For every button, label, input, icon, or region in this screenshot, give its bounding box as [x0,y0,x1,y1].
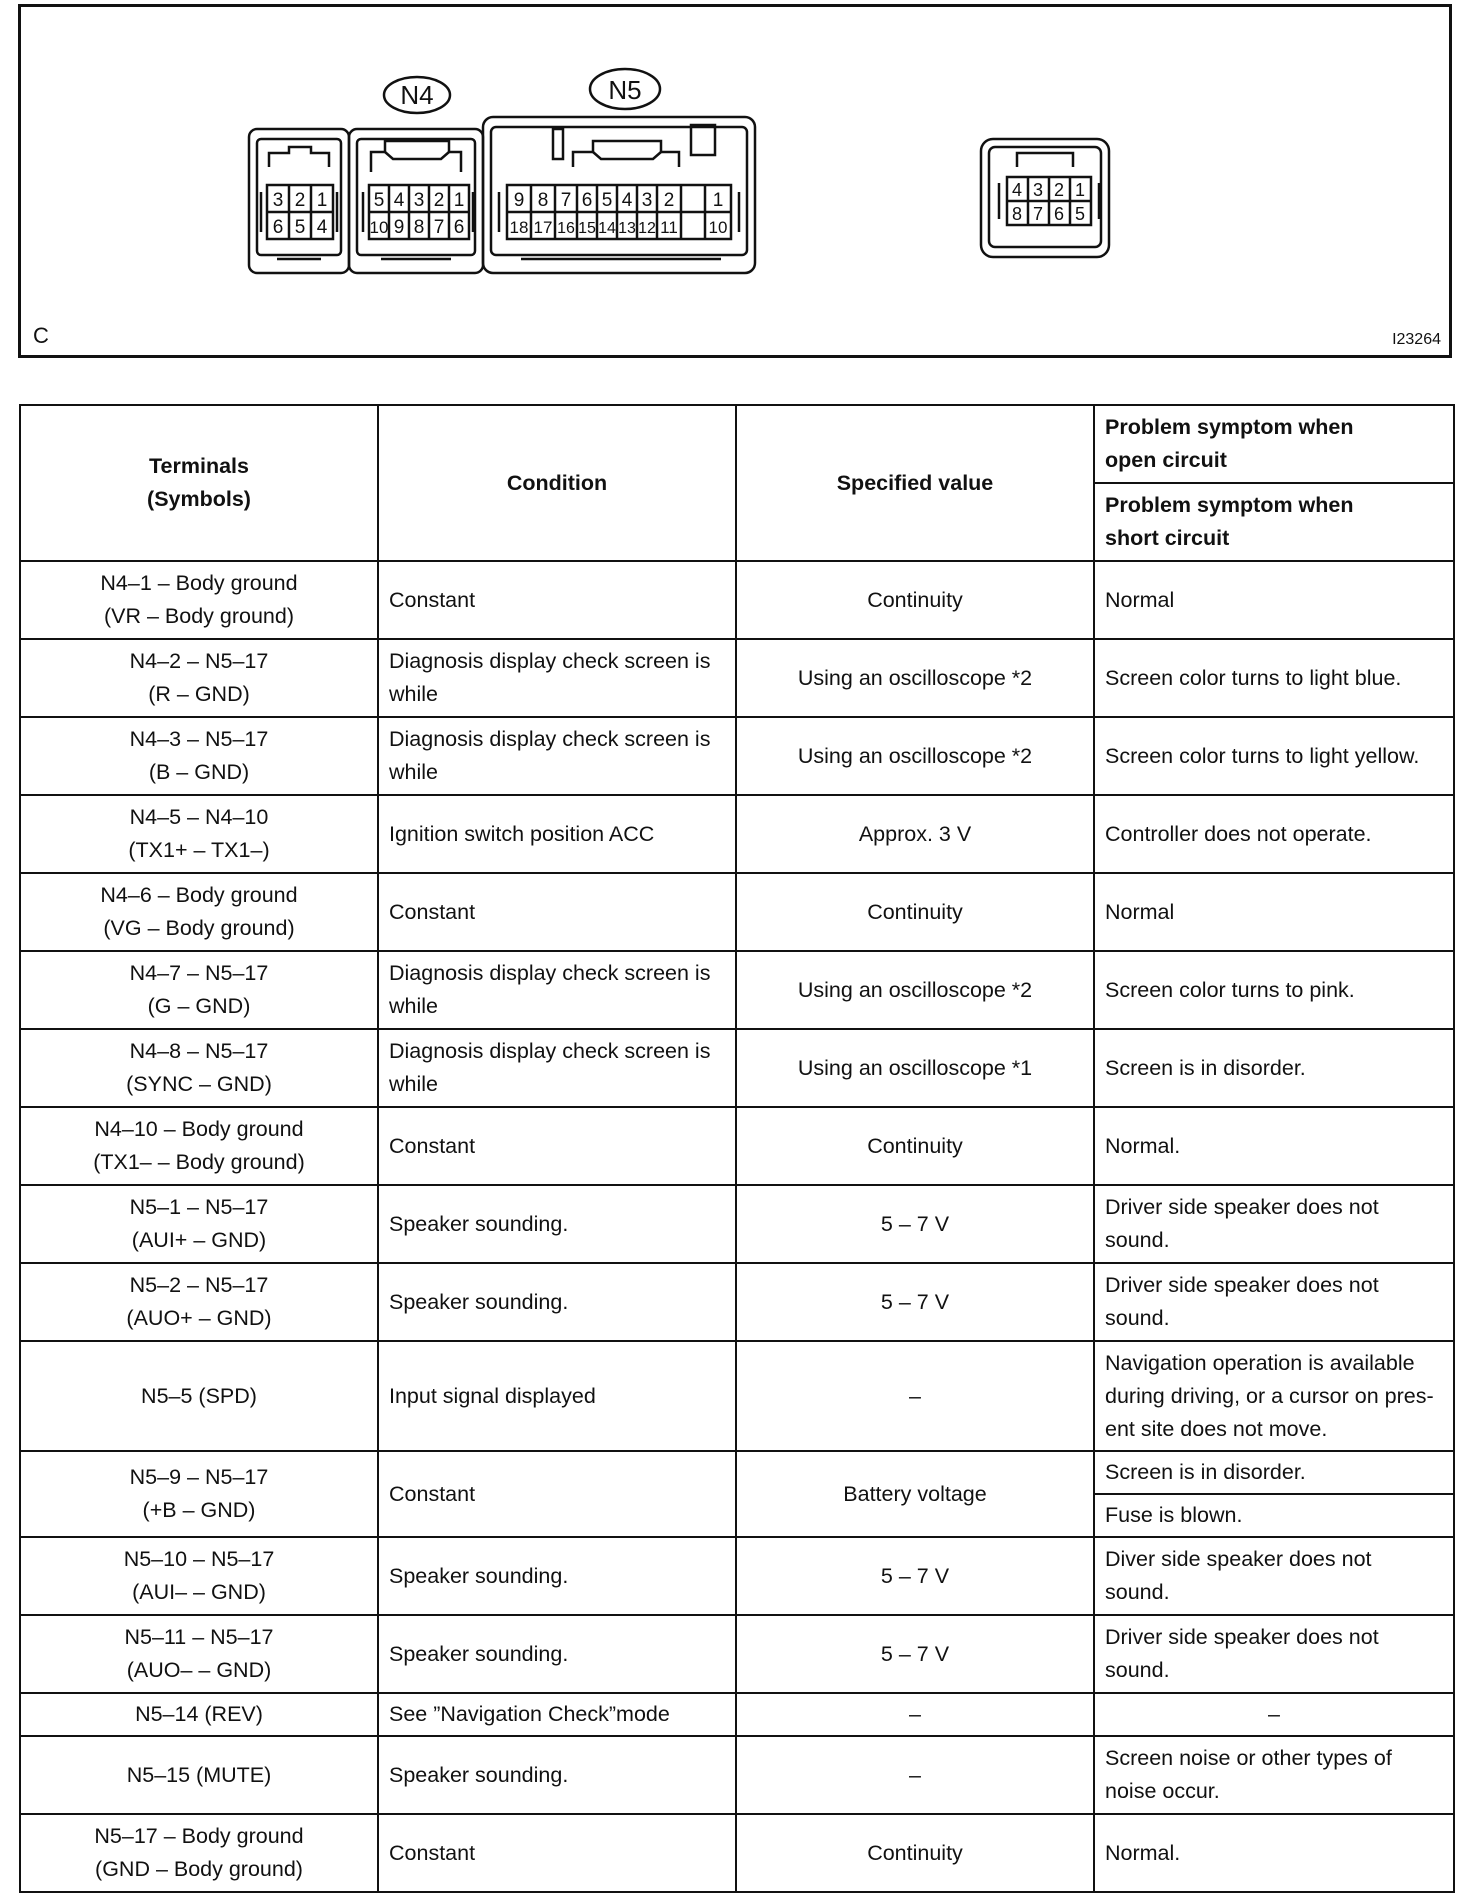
symptom-cell-short: Fuse is blown. [1094,1494,1454,1537]
value-cell: Using an oscilloscope *2 [736,951,1094,1029]
pin-label: 3 [1032,180,1044,200]
symptom-cell-open: Screen is in disorder. [1094,1451,1454,1494]
pin-label: 17 [533,218,553,237]
condition-cell: Speaker sounding. [378,1263,736,1341]
condition-cell: Input signal displayed [378,1341,736,1451]
terminal-cell: N4–2 – N5–17 (R – GND) [20,639,378,717]
condition-cell: Diagnosis display check screen is while [378,951,736,1029]
terminal-cell: N5–9 – N5–17 (+B – GND) [20,1451,378,1537]
symptom-cell: Normal. [1094,1107,1454,1185]
symptom-cell: Normal [1094,873,1454,951]
pin-label: 7 [433,217,445,238]
pin-label: 5 [1074,204,1086,224]
terminal-cell: N4–10 – Body ground (TX1– – Body ground) [20,1107,378,1185]
terminal-cell: N4–7 – N5–17 (G – GND) [20,951,378,1029]
pin-label: 4 [1011,180,1023,200]
table-row [20,1736,1454,1814]
value-cell: Continuity [736,1107,1094,1185]
value-cell: 5 – 7 V [736,1263,1094,1341]
pin-label: 13 [618,220,636,237]
terminal-cell: N4–8 – N5–17 (SYNC – GND) [20,1029,378,1107]
pin-label: 2 [433,190,445,211]
header-terminals: Terminals (Symbols) [20,405,378,561]
pin-label: 10 [369,218,389,237]
pin-label: 6 [1053,204,1065,224]
symptom-cell: Screen color turns to light blue. [1094,639,1454,717]
pin-label: 6 [453,217,465,238]
symptom-cell: Controller does not operate. [1094,795,1454,873]
condition-cell: Constant [378,873,736,951]
value-cell: – [736,1736,1094,1814]
terminal-cell: N5–15 (MUTE) [20,1736,378,1814]
pin-label: 8 [1011,204,1023,224]
pin-label: 2 [294,190,306,211]
pin-label: 9 [393,217,405,238]
connector-8pin [981,139,1109,257]
pin-label: 4 [621,190,633,211]
terminal-cell: N5–14 (REV) [20,1693,378,1736]
value-cell: Battery voltage [736,1451,1094,1537]
pin-label: 12 [638,220,656,237]
pin-label: 2 [1053,180,1065,200]
header-condition: Condition [378,405,736,561]
pin-label: 1 [453,190,465,211]
pin-label: 4 [393,190,405,211]
value-cell: Using an oscilloscope *2 [736,717,1094,795]
pin-label: 5 [373,190,385,211]
condition-cell: Speaker sounding. [378,1537,736,1615]
symptom-cell: Normal. [1094,1814,1454,1892]
pin-label: 2 [663,190,675,211]
pin-label: 1 [316,190,328,211]
n4-label: N4 [400,80,434,110]
value-cell: Continuity [736,873,1094,951]
pin-label: 1 [1074,180,1086,200]
terminal-cell: N4–3 – N5–17 (B – GND) [20,717,378,795]
value-cell: Continuity [736,1814,1094,1892]
condition-cell: Speaker sounding. [378,1185,736,1263]
pin-label: 10 [708,218,728,237]
condition-cell: Ignition switch position ACC [378,795,736,873]
table-row [20,561,1454,639]
pin-label: 3 [641,190,653,211]
symptom-cell: Screen color turns to pink. [1094,951,1454,1029]
symptom-cell: Screen is in disorder. [1094,1029,1454,1107]
terminal-cell: N5–2 – N5–17 (AUO+ – GND) [20,1263,378,1341]
table-row [20,717,1454,795]
header-symptom-open: Problem symptom when open circuit [1094,405,1454,483]
value-cell: Approx. 3 V [736,795,1094,873]
header-row [20,405,1454,483]
table-row [20,1615,1454,1693]
header-symptom-short: Problem symptom when short circuit [1094,483,1454,561]
table-row [20,1451,1454,1494]
value-cell: – [736,1693,1094,1736]
condition-cell: Diagnosis display check screen is while [378,717,736,795]
terminal-cell: N5–5 (SPD) [20,1341,378,1451]
terminal-cell: N4–1 – Body ground (VR – Body ground) [20,561,378,639]
value-cell: Continuity [736,561,1094,639]
table-row [20,1107,1454,1185]
condition-cell: Constant [378,1107,736,1185]
table-row [20,1341,1454,1451]
header-specified-value: Specified value [736,405,1094,561]
table-row [20,1693,1454,1736]
figure-letter: C [33,323,49,348]
terminal-cell: N4–5 – N4–10 (TX1+ – TX1–) [20,795,378,873]
pin-label: 7 [1032,204,1044,224]
pin-label: 7 [560,190,572,211]
value-cell: 5 – 7 V [736,1185,1094,1263]
pin-label: 6 [272,217,284,238]
figure-id: I23264 [1392,331,1441,348]
condition-cell: Speaker sounding. [378,1736,736,1814]
value-cell: Using an oscilloscope *2 [736,639,1094,717]
symptom-cell: Screen color turns to light yellow. [1094,717,1454,795]
symptom-cell: Screen noise or other types of noise occur. [1094,1736,1454,1814]
table-row [20,1185,1454,1263]
pin-label: 18 [509,218,529,237]
connector-drawing [21,7,1449,355]
pin-label: 5 [601,190,613,211]
table-row [20,1814,1454,1892]
n5-label: N5 [608,75,642,105]
value-cell: 5 – 7 V [736,1537,1094,1615]
table-row [20,1263,1454,1341]
pin-label: 3 [413,190,425,211]
condition-cell: Speaker sounding. [378,1615,736,1693]
terminal-cell: N5–10 – N5–17 (AUI– – GND) [20,1537,378,1615]
table-row [20,795,1454,873]
pin-label: 5 [294,217,306,238]
table-row [20,873,1454,951]
pin-label: 14 [598,220,616,237]
pin-label: 3 [272,190,284,211]
symptom-cell: Driver side speaker does not sound. [1094,1263,1454,1341]
value-cell: 5 – 7 V [736,1615,1094,1693]
symptom-cell: Driver side speaker does not sound. [1094,1615,1454,1693]
connector-diagram [18,4,1452,358]
symptom-cell: – [1094,1693,1454,1736]
table-row [20,639,1454,717]
condition-cell: Constant [378,1451,736,1537]
value-cell: Using an oscilloscope *1 [736,1029,1094,1107]
condition-cell: See ”Navigation Check”mode [378,1693,736,1736]
pin-label: 16 [557,220,575,237]
value-cell: – [736,1341,1094,1451]
terminal-cell: N5–17 – Body ground (GND – Body ground) [20,1814,378,1892]
pin-label: 8 [413,217,425,238]
pin-label: 8 [537,190,549,211]
symptom-cell: Navigation operation is available during driving, or a cursor on pres- ent site does not move. [1094,1341,1454,1451]
pin-label: 4 [316,217,328,238]
table-row [20,1029,1454,1107]
table-row [20,1537,1454,1615]
terminal-cell: N4–6 – Body ground (VG – Body ground) [20,873,378,951]
condition-cell: Constant [378,561,736,639]
pin-label: 9 [513,190,525,211]
pin-label: 15 [578,220,596,237]
pin-label: 11 [660,218,678,237]
table-row [20,951,1454,1029]
terminal-cell: N5–11 – N5–17 (AUO– – GND) [20,1615,378,1693]
condition-cell: Diagnosis display check screen is while [378,1029,736,1107]
condition-cell: Diagnosis display check screen is while [378,639,736,717]
condition-cell: Constant [378,1814,736,1892]
symptom-cell: Driver side speaker does not sound. [1094,1185,1454,1263]
pin-label: 1 [712,190,724,211]
pin-label: 6 [581,190,593,211]
symptom-cell: Diver side speaker does not sound. [1094,1537,1454,1615]
terminal-cell: N5–1 – N5–17 (AUI+ – GND) [20,1185,378,1263]
symptom-cell: Normal [1094,561,1454,639]
terminal-spec-table [19,404,1455,1893]
